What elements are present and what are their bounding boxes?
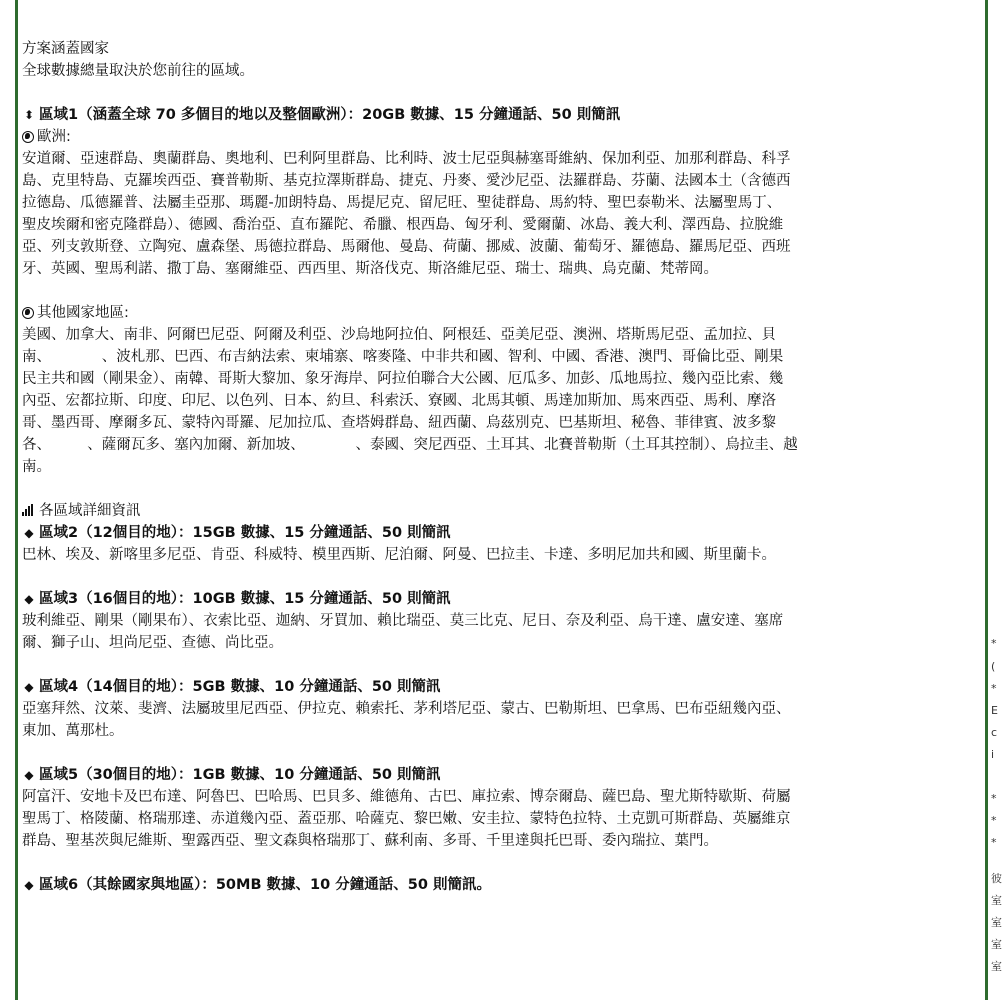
- sidebar-fragment: i: [991, 748, 995, 761]
- details-heading-row: [22, 500, 980, 522]
- region5-countries: 阿富汗、安地卡及巴布達、阿魯巴、巴哈馬、巴貝多、維德角、古巴、庫拉索、博奈爾島、薩巴島、聖尤斯特歇斯、荷屬: [22, 789, 791, 805]
- globe-icon: [22, 307, 34, 319]
- region5-heading: 區域5（30個目的地）：1GB 數據、10 分鐘通話、50 則簡訊: [39, 767, 441, 783]
- sidebar-fragment: E: [991, 704, 998, 717]
- diamond-icon: ◆: [24, 592, 34, 606]
- page-title: 方案涵蓋國家: [22, 41, 109, 57]
- right-border-rule: [985, 0, 988, 1000]
- europe-line: 聖皮埃爾和密克隆群島）、德國、喬治亞、直布羅陀、希臘、根西島、匈牙利、愛爾蘭、冰島、義大利、澤西島、拉脫維: [22, 217, 784, 233]
- region6-heading: 區域6（其餘國家與地區）：50MB 數據、10 分鐘通話、50 則簡訊。: [39, 877, 491, 893]
- sidebar-fragment: *: [991, 814, 997, 827]
- sidebar-fragment: 彼: [991, 872, 1002, 885]
- other-label-row: [22, 302, 980, 324]
- left-border-rule: [15, 0, 18, 1000]
- sidebar-fragment: 室: [991, 894, 1002, 907]
- other-line: 南。: [22, 459, 51, 475]
- region3-heading-row: [22, 588, 980, 610]
- sidebar-fragment: 室: [991, 916, 1002, 929]
- signal-bars-icon: [22, 504, 34, 516]
- diamond-icon: ◆: [24, 768, 34, 782]
- other-line: 內亞、宏都拉斯、印度、印尼、以色列、日本、約旦、科索沃、寮國、北馬其頓、馬達加斯加、馬來西亞、馬利、摩洛: [22, 393, 776, 409]
- diamond-icon: ◆: [24, 526, 34, 540]
- diamond-icon: ◆: [24, 878, 34, 892]
- sidebar-fragment: 室: [991, 938, 1002, 951]
- europe-line: 安道爾、亞速群島、奧蘭群島、奧地利、巴利阿里群島、比利時、波士尼亞與赫塞哥維納、保加利亞、加那利群島、科孚: [22, 151, 791, 167]
- region5-heading-row: [22, 764, 980, 786]
- sidebar-fragment: *: [991, 792, 997, 805]
- diamond-updown-icon: ⬍: [23, 108, 35, 122]
- sidebar-fragment: *: [991, 836, 997, 849]
- region3-countries: 玻利維亞、剛果（剛果布）、衣索比亞、迦納、牙買加、賴比瑞亞、莫三比克、尼日、奈及利亞、烏干達、盧安達、塞席: [22, 613, 784, 629]
- region4-countries: 亞塞拜然、汶萊、斐濟、法屬玻里尼西亞、伊拉克、賴索托、茅利塔尼亞、蒙古、巴勒斯坦、巴拿馬、巴布亞紐幾內亞、: [22, 701, 791, 717]
- other-line: 南、 、波札那、巴西、布吉納法索、柬埔寨、喀麥隆、中非共和國、智利、中國、香港、澳門、哥倫比亞、剛果: [22, 349, 784, 365]
- region2-heading-row: [22, 522, 980, 544]
- europe-line: 島、克里特島、克羅埃西亞、賽普勒斯、基克拉澤斯群島、捷克、丹麥、愛沙尼亞、法羅群島、芬蘭、法國本土（含德西: [22, 173, 791, 189]
- region4-heading-row: [22, 676, 980, 698]
- europe-line: 拉德島、瓜德羅普、法屬圭亞那、瑪麗-加朗特島、馬提尼克、留尼旺、聖徒群島、馬約特、聖巴泰勒米、法屬聖馬丁、: [22, 195, 782, 211]
- diamond-icon: ◆: [24, 680, 34, 694]
- europe-label: 歐洲:: [37, 129, 71, 145]
- sidebar-fragment: *: [991, 637, 997, 650]
- region3-heading: 區域3（16個目的地）：10GB 數據、15 分鐘通話、50 則簡訊: [39, 591, 451, 607]
- region1-heading-row: [22, 104, 980, 126]
- details-heading: 各區域詳細資訊: [39, 503, 141, 519]
- other-line: 美國、加拿大、南非、阿爾巴尼亞、阿爾及利亞、沙烏地阿拉伯、阿根廷、亞美尼亞、澳洲、塔斯馬尼亞、孟加拉、貝: [22, 327, 776, 343]
- other-label: 其他國家地區:: [37, 305, 129, 321]
- other-line: 各、 、薩爾瓦多、塞內加爾、新加坡、 、泰國、突尼西亞、土耳其、北賽普勒斯（土耳其控制）、烏拉圭、越: [22, 437, 798, 453]
- coverage-document: [22, 38, 980, 896]
- sidebar-fragment: (: [991, 660, 996, 673]
- region5-countries: 聖馬丁、格陵蘭、格瑞那達、赤道幾內亞、蓋亞那、哈薩克、黎巴嫩、安圭拉、蒙特色拉特、土克凱可斯群島、英屬維京: [22, 811, 791, 827]
- europe-label-row: [22, 126, 980, 148]
- europe-country-list: [22, 148, 980, 280]
- europe-line: 亞、列支敦斯登、立陶宛、盧森堡、馬德拉群島、馬爾他、曼島、荷蘭、挪威、波蘭、葡萄牙、羅德島、羅馬尼亞、西班: [22, 239, 791, 255]
- globe-icon: [22, 131, 34, 143]
- europe-line: 牙、英國、聖馬利諾、撒丁島、塞爾維亞、西西里、斯洛伐克、斯洛維尼亞、瑞士、瑞典、烏克蘭、梵蒂岡。: [22, 261, 718, 277]
- region1-heading: 區域1（涵蓋全球 70 多個目的地以及整個歐洲）：20GB 數據、15 分鐘通話、50 則簡訊: [39, 107, 621, 123]
- region5-countries: 群島、聖基茨與尼維斯、聖露西亞、聖文森與格瑞那丁、蘇利南、多哥、千里達與托巴哥、委內瑞拉、葉門。: [22, 833, 718, 849]
- region2-countries: 巴林、埃及、新喀里多尼亞、肯亞、科威特、模里西斯、尼泊爾、阿曼、巴拉圭、卡達、多明尼加共和國、斯里蘭卡。: [22, 547, 776, 563]
- region4-heading: 區域4（14個目的地）：5GB 數據、10 分鐘通話、50 則簡訊: [39, 679, 441, 695]
- page-subtitle: 全球數據總量取決於您前往的區域。: [22, 63, 254, 79]
- other-line: 民主共和國（剛果金）、南韓、哥斯大黎加、象牙海岸、阿拉伯聯合大公國、厄瓜多、加彭、瓜地馬拉、幾內亞比索、幾: [22, 371, 784, 387]
- region2-heading: 區域2（12個目的地）：15GB 數據、15 分鐘通話、50 則簡訊: [39, 525, 451, 541]
- adjacent-panel-edge: [990, 0, 1000, 1000]
- region3-countries: 爾、獅子山、坦尚尼亞、查德、尚比亞。: [22, 635, 283, 651]
- sidebar-fragment: 室: [991, 960, 1002, 973]
- other-country-list: [22, 324, 980, 478]
- region6-heading-row: [22, 874, 980, 896]
- other-line: 哥、墨西哥、摩爾多瓦、蒙特內哥羅、尼加拉瓜、查塔姆群島、紐西蘭、烏茲別克、巴基斯坦、秘魯、菲律賓、波多黎: [22, 415, 776, 431]
- sidebar-fragment: *: [991, 682, 997, 695]
- sidebar-fragment: c: [991, 726, 998, 739]
- region4-countries: 東加、萬那杜。: [22, 723, 124, 739]
